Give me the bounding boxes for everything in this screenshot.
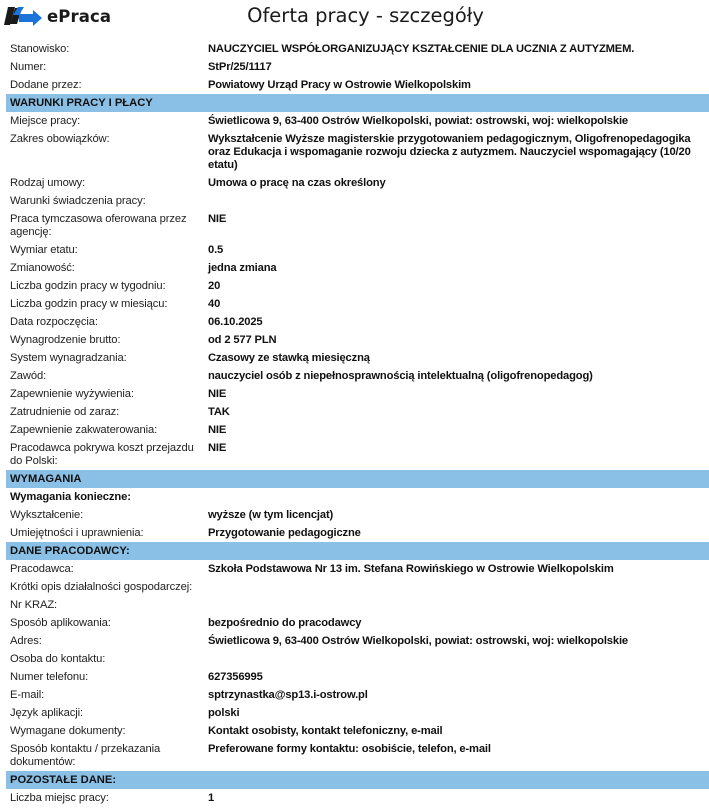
detail-value: Świetlicowa 9, 63-400 Ostrów Wielkopolski, powiat: ostrowski, woj: wielkopolskie (208, 634, 628, 647)
detail-value: nauczyciel osób z niepełnosprawnością intelektualną (oligofrenopedagog) (208, 369, 593, 382)
detail-row (6, 722, 709, 740)
detail-value: NAUCZYCIEL WSPÓŁORGANIZUJĄCY KSZTAŁCENIE DLA UCZNIA Z AUTYZMEM. (208, 42, 635, 55)
offer-summary (6, 40, 709, 94)
detail-label: Sposób kontaktu / przekazania dokumentów: (10, 742, 161, 768)
detail-label: Rodzaj umowy: (10, 176, 86, 189)
detail-row (6, 740, 709, 771)
section-warunki-header: WARUNKI PRACY I PŁACY (6, 94, 709, 112)
detail-row (6, 130, 709, 174)
detail-row (6, 58, 709, 76)
detail-row (6, 295, 709, 313)
detail-label: Liczba godzin pracy w tygodniu: (10, 279, 166, 292)
section-pracodawca-header: DANE PRACODAWCY: (6, 542, 709, 560)
detail-label: Data rozpoczęcia: (10, 315, 98, 328)
detail-row (6, 385, 709, 403)
detail-value: Umowa o pracę na czas określony (208, 176, 386, 189)
detail-row (6, 524, 709, 542)
detail-value: bezpośrednio do pracodawcy (208, 616, 362, 629)
detail-label: Sposób aplikowania: (10, 616, 111, 629)
detail-value: Szkoła Podstawowa Nr 13 im. Stefana Rowińskiego w Ostrowie Wielkopolskim (208, 562, 614, 575)
detail-label: Dodane przez: (10, 78, 82, 91)
detail-value: NIE (208, 441, 227, 454)
detail-label: Zapewnienie wyżywienia: (10, 387, 134, 400)
detail-value: 40 (208, 297, 221, 310)
detail-value (208, 581, 709, 594)
detail-label: Krótki opis działalności gospodarczej: (10, 580, 193, 593)
detail-value: Wykształcenie Wyższe magisterskie przygotowaniem pedagogicznym, Oligofrenopedagogika oraz Edukacja i wspomaganie rozwoju dziecka z autyzmem. Nauczyciel wspomagający (10/20 etatu) (208, 132, 691, 171)
detail-value: TAK (208, 405, 230, 418)
detail-row (6, 439, 709, 470)
detail-label: Wynagrodzenie brutto: (10, 333, 121, 346)
detail-value: jedna zmiana (208, 261, 277, 274)
detail-value: polski (208, 706, 240, 719)
detail-label: Pracodawca: (10, 562, 74, 575)
detail-label: Zapewnienie zakwaterowania: (10, 423, 158, 436)
detail-value (208, 195, 709, 208)
detail-row (6, 668, 709, 686)
detail-row (6, 349, 709, 367)
detail-label: Zmianowość: (10, 261, 75, 274)
page-title: Oferta pracy - szczegóły (247, 4, 484, 27)
detail-label: Wymiar etatu: (10, 243, 78, 256)
subheading-label: Wymagania konieczne: (10, 490, 131, 503)
detail-row (6, 210, 709, 241)
detail-label: Miejsce pracy: (10, 114, 81, 127)
detail-row (6, 403, 709, 421)
detail-value: Kontakt osobisty, kontakt telefoniczny, e-mail (208, 724, 443, 737)
detail-value: Świetlicowa 9, 63-400 Ostrów Wielkopolski, powiat: ostrowski, woj: wielkopolskie (208, 114, 628, 127)
detail-label: Stanowisko: (10, 42, 70, 55)
detail-row (6, 277, 709, 295)
detail-label: Nr KRAZ: (10, 598, 58, 611)
detail-label: Osoba do kontaktu: (10, 652, 106, 665)
detail-label: Pracodawca pokrywa koszt przejazdu do Polski: (10, 441, 194, 467)
detail-row (6, 174, 709, 192)
detail-row (6, 331, 709, 349)
section-pracodawca (6, 560, 709, 771)
detail-label: Warunki świadczenia pracy: (10, 194, 146, 207)
detail-label: Adres: (10, 634, 42, 647)
detail-value: NIE (208, 212, 227, 225)
job-offer-details (6, 40, 709, 807)
detail-label: Praca tymczasowa oferowana przez agencję: (10, 212, 187, 238)
email-link[interactable]: sptrzynastka@sp13.i-ostrow.pl (208, 688, 368, 701)
detail-row (6, 421, 709, 439)
detail-label: Umiejętności i uprawnienia: (10, 526, 144, 539)
detail-value: 06.10.2025 (208, 315, 263, 328)
section-pozostale-header: POZOSTAŁE DANE: (6, 771, 709, 789)
detail-value: od 2 577 PLN (208, 333, 277, 346)
section-wymagania-header: WYMAGANIA (6, 470, 709, 488)
detail-value: NIE (208, 423, 227, 436)
detail-label: Zakres obowiązków: (10, 132, 110, 145)
detail-label: Zawód: (10, 369, 47, 382)
detail-row (6, 632, 709, 650)
detail-value (208, 599, 709, 612)
requirements-subheading (6, 488, 709, 506)
detail-row (6, 560, 709, 578)
detail-value: StPr/25/1117 (208, 60, 272, 73)
detail-row (6, 40, 709, 58)
detail-row (6, 241, 709, 259)
detail-row (6, 596, 709, 614)
logo-text: ePraca (47, 6, 112, 26)
detail-value: Czasowy ze stawką miesięczną (208, 351, 370, 364)
detail-row (6, 686, 709, 704)
detail-label: Numer telefonu: (10, 670, 89, 683)
detail-value: NIE (208, 387, 227, 400)
detail-value: Przygotowanie pedagogiczne (208, 526, 361, 539)
detail-row (6, 704, 709, 722)
detail-row (6, 112, 709, 130)
detail-row (6, 614, 709, 632)
detail-value (208, 653, 709, 666)
page-header (0, 0, 709, 34)
section-pozostale (6, 789, 709, 807)
detail-value: 1 (208, 791, 215, 804)
detail-value: wyższe (w tym licencjat) (208, 508, 334, 521)
detail-row (6, 650, 709, 668)
detail-label: Liczba godzin pracy w miesiącu: (10, 297, 168, 310)
detail-label: Liczba miejsc pracy: (10, 791, 109, 804)
detail-label: Zatrudnienie od zaraz: (10, 405, 120, 418)
section-wymagania (6, 506, 709, 542)
detail-value: Preferowane formy kontaktu: osobiście, telefon, e-mail (208, 742, 491, 755)
detail-value: Powiatowy Urząd Pracy w Ostrowie Wielkopolskim (208, 78, 471, 91)
detail-label: E-mail: (10, 688, 45, 701)
section-warunki (6, 112, 709, 470)
detail-value: 627356995 (208, 670, 263, 683)
detail-row (6, 578, 709, 596)
detail-label: Język aplikacji: (10, 706, 84, 719)
detail-row (6, 367, 709, 385)
detail-row (6, 506, 709, 524)
detail-row (6, 192, 709, 210)
detail-value: 20 (208, 279, 221, 292)
detail-row (6, 76, 709, 94)
detail-label: Wymagane dokumenty: (10, 724, 126, 737)
detail-label: Wykształcenie: (10, 508, 84, 521)
detail-value: 0.5 (208, 243, 224, 256)
detail-label: System wynagradzania: (10, 351, 127, 364)
detail-row (6, 259, 709, 277)
detail-row (6, 313, 709, 331)
detail-row (6, 789, 709, 807)
detail-label: Numer: (10, 60, 47, 73)
